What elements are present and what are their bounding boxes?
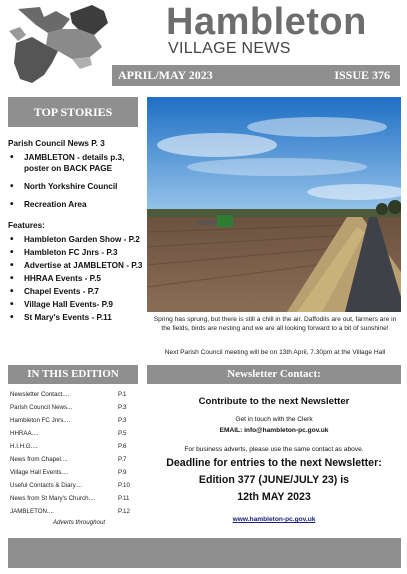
- deadline-line-2: Edition 377 (JUNE/JULY 23) is: [198, 474, 350, 486]
- contents-label: News from St Mary's Church....: [10, 495, 96, 502]
- contents-page: P.1: [118, 391, 127, 398]
- contents-label: H.I.H.G....: [10, 443, 38, 450]
- contents-label: Hambleton FC Jnrs....: [10, 417, 71, 424]
- story-item: • North Yorkshire Council: [8, 181, 146, 192]
- newsletter-subtitle: VILLAGE NEWS: [168, 40, 291, 57]
- feature-item: • HHRAA Events - P.5: [8, 273, 146, 284]
- parish-map-icon: [8, 3, 116, 87]
- parish-news-line: Parish Council News P. 3: [8, 139, 105, 148]
- cover-photo: [147, 97, 401, 312]
- contents-label: Newsletter Contact....: [10, 391, 70, 398]
- issue-date: APRIL/MAY 2023: [118, 68, 213, 82]
- story-item: • Recreation Area: [8, 199, 146, 210]
- contents-row: [8, 456, 138, 469]
- contents-page: P.3: [118, 404, 127, 411]
- feature-item: • Hambleton FC Jnrs - P.3: [8, 247, 146, 258]
- contents-page: P.7: [118, 456, 127, 463]
- contents-label: Parish Council News...: [10, 404, 73, 411]
- contents-page: P.9: [118, 469, 127, 476]
- website-link[interactable]: www.hambleton-pc.gov.uk: [232, 516, 316, 523]
- contact-email[interactable]: EMAIL: info@hambleton-pc.gov.uk: [219, 427, 329, 434]
- contents-row: [8, 404, 138, 417]
- contents-list: [8, 391, 138, 526]
- contents-label: JAMBLETON....: [10, 508, 54, 515]
- clerk-line: Get in touch with the Clerk: [235, 416, 313, 423]
- contents-label: Useful Contacts & Diary....: [10, 482, 83, 489]
- issue-number: ISSUE 376: [334, 68, 390, 82]
- contents-row: [8, 443, 138, 456]
- feature-item: • Hambleton Garden Show - P.2: [8, 234, 146, 245]
- contents-page: P.6: [118, 443, 127, 450]
- issue-bar: [112, 65, 400, 86]
- features-heading: Features:: [8, 221, 45, 230]
- deadline-date: 12th MAY 2023: [237, 491, 311, 503]
- contents-page: P.12: [118, 508, 130, 515]
- story-item: • JAMBLETON - details p.3, poster on BACK PAGE: [8, 152, 146, 174]
- contact-panel: [147, 392, 401, 526]
- contents-page: P.11: [118, 495, 130, 502]
- contents-row: [8, 417, 138, 430]
- contents-label: HHRAA....: [10, 430, 39, 437]
- contents-row: [8, 495, 138, 508]
- contents-page: P.5: [118, 430, 127, 437]
- feature-item: • St Mary's Events - P.11: [8, 312, 146, 323]
- feature-item: • Village Hall Events- P.9: [8, 299, 146, 310]
- contents-row: [8, 430, 138, 443]
- feature-item: • Chapel Events - P.7: [8, 286, 146, 297]
- deadline-line-1: Deadline for entries to the next Newsletter:: [166, 457, 382, 469]
- newsletter-title: Hambleton: [166, 1, 367, 43]
- contents-label: Village Hall Events....: [10, 469, 69, 476]
- top-stories-list: [8, 132, 146, 325]
- top-stories-heading: TOP STORIES: [8, 97, 138, 127]
- contents-row: [8, 469, 138, 482]
- newsletter-contact-heading: Newsletter Contact:: [147, 365, 401, 384]
- business-adverts-note: For business adverts, please use the same contact as above.: [184, 446, 364, 453]
- in-this-edition-heading: IN THIS EDITION: [8, 365, 138, 384]
- contents-row: [8, 482, 138, 495]
- next-meeting-note: Next Parish Council meeting will be on 13th April, 7.30pm at the Village Hall: [164, 349, 386, 356]
- masthead: [0, 0, 407, 95]
- contents-row: [8, 391, 138, 404]
- contents-label: News from Chapel....: [10, 456, 68, 463]
- feature-item: • Advertise at JAMBLETON - P.3: [8, 260, 146, 271]
- contents-row: [8, 508, 138, 521]
- footer-bar: [8, 538, 401, 568]
- contents-page: P.10: [118, 482, 130, 489]
- photo-caption: Spring has sprung, but there is still a chill in the air. Daffodils are out, farmers are in the fields, birds are nesting and we are all looking forward to a bit of sunshine!: [153, 316, 397, 332]
- contribute-heading: Contribute to the next Newsletter: [198, 396, 350, 407]
- adverts-note: Adverts throughout: [52, 519, 106, 526]
- contents-page: P.3: [118, 417, 127, 424]
